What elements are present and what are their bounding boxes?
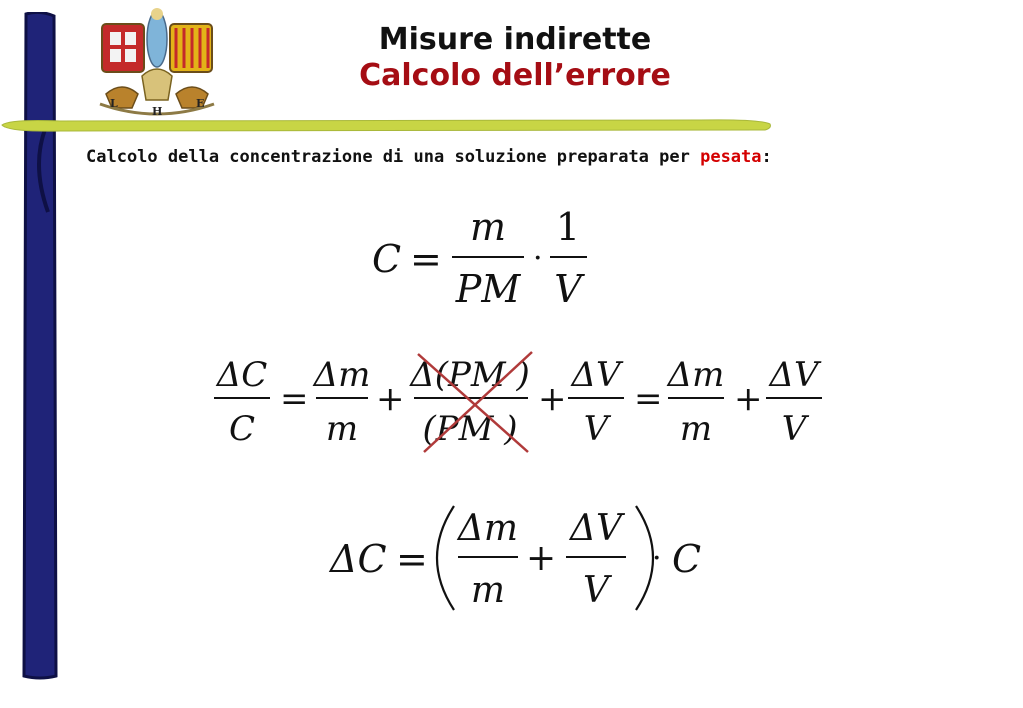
eq2-t1-denominator: m xyxy=(325,409,359,449)
eq2-t4-denominator: m xyxy=(679,409,713,449)
eq2-lhs-denominator: C xyxy=(228,409,256,449)
eq3-left-paren xyxy=(437,506,454,610)
eq2-t5-denominator: V xyxy=(781,409,807,449)
eq1-frac2-denominator: V xyxy=(554,267,582,311)
equation-relative-error xyxy=(214,352,822,452)
eq3-lhs: ΔC xyxy=(330,537,387,581)
eq3-rhs: C xyxy=(672,537,702,581)
eq1-equals: = xyxy=(410,237,442,281)
eq2-plus-3: + xyxy=(734,379,763,419)
eq2-t5-numerator: ΔV xyxy=(769,355,819,395)
eq3-t2-denominator: V xyxy=(583,570,609,611)
eq1-frac2-numerator: 1 xyxy=(555,205,581,249)
intro-end: : xyxy=(761,147,772,167)
eq2-t1-numerator: Δm xyxy=(313,355,371,395)
intro-text: Calcolo della concentrazione di una soluzione preparata per xyxy=(86,147,701,167)
crest-letter-e: E xyxy=(196,97,205,110)
eq2-t3-denominator: V xyxy=(583,409,609,449)
eq3-right-paren xyxy=(636,506,653,610)
crest-letter-l: L xyxy=(110,97,118,110)
eq3-t2-numerator: ΔV xyxy=(570,508,622,549)
eq1-dot: · xyxy=(533,241,543,276)
eq2-plus-2: + xyxy=(538,379,567,419)
title-line-2: Calcolo dell’errore xyxy=(359,58,671,93)
eq3-plus: + xyxy=(526,538,557,579)
eq3-dot: · xyxy=(652,541,662,576)
eq3-equals: = xyxy=(396,537,428,581)
equation-absolute-error xyxy=(328,506,701,611)
eq1-frac1-numerator: m xyxy=(469,205,507,249)
eq2-t2-denominator: (PM ) xyxy=(422,409,518,449)
intro-highlight: pesata xyxy=(700,147,762,167)
equation-concentration xyxy=(372,205,587,311)
title-line-1: Misure indirette xyxy=(378,22,652,57)
eq2-plus-1: + xyxy=(376,379,405,419)
eq2-t3-numerator: ΔV xyxy=(571,355,621,395)
eq3-t1-denominator: m xyxy=(470,570,506,611)
eq2-t2-numerator: Δ(PM ) xyxy=(410,355,530,395)
eq3-t1-numerator: Δm xyxy=(457,508,519,549)
eq1-lhs: C xyxy=(372,237,402,281)
eq2-lhs-numerator: ΔC xyxy=(216,355,268,395)
eq2-equals-1: = xyxy=(280,379,309,419)
eq2-equals-2: = xyxy=(634,379,663,419)
eq2-t4-numerator: Δm xyxy=(667,355,725,395)
crest-letter-h: H xyxy=(152,105,163,118)
eq1-frac1-denominator: PM xyxy=(455,267,521,311)
